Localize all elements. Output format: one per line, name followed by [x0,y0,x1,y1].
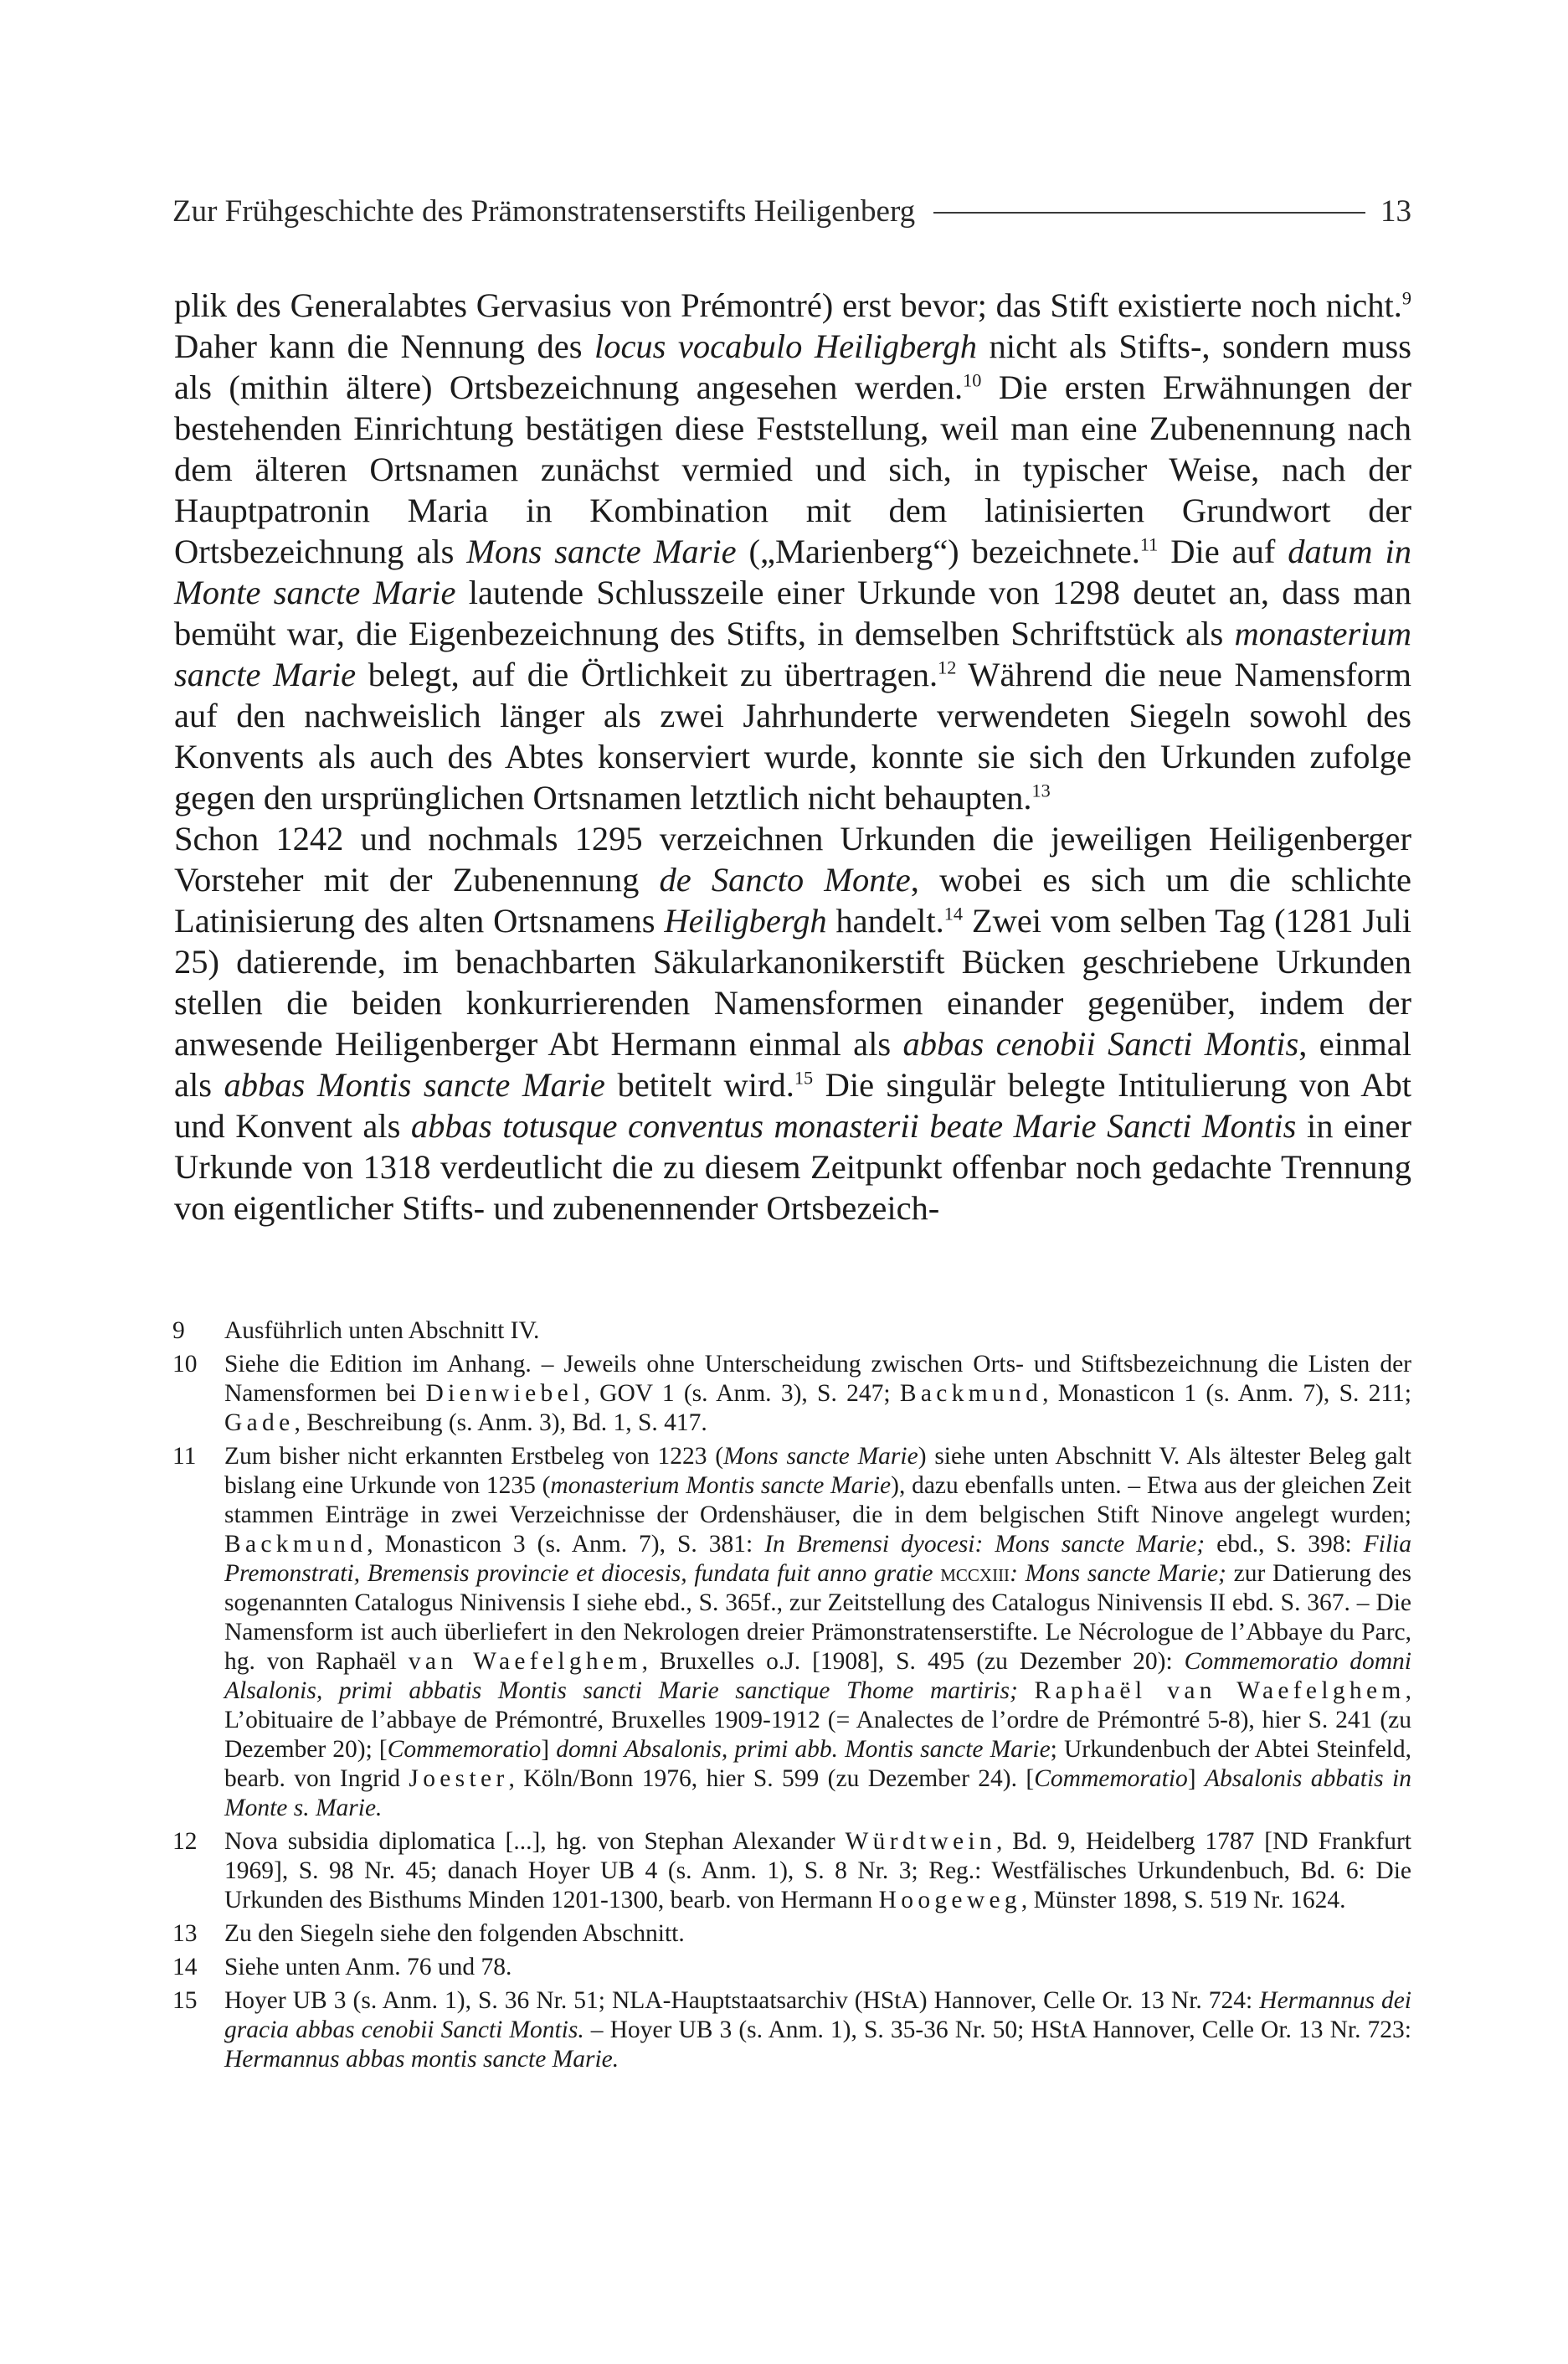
latin-term: Filia Premonstrati, Bremensis provincie et diocesis, fundata fuit anno gratie [224,1531,1411,1587]
footnote-text [224,1919,1411,1949]
text-run: , Köln/Bonn 1976, hier S. 599 (zu Dezember 24). [ [508,1765,1035,1792]
text-run: betitelt wird. [604,1066,794,1104]
text-run: plik des Generalabtes Gervasius von Prémontré) erst bevor; das Stift existierte noch nicht. [174,286,1402,324]
author-name: van Waefelghem [408,1648,642,1675]
footnote-13 [172,1919,1411,1949]
text-run: , L’obituaire de l’abbaye de Prémontré, Bruxelles 1909-1912 (= Analectes de l’ordre de Prémontré 5-8), hier S. 241 (zu Dezember 20); [ [224,1677,1411,1763]
footnote-ref: 11 [1139,533,1159,555]
text-run: ; Urkundenbuch der Abtei Steinfeld, bearb. von Ingrid [224,1736,1411,1792]
text-run: („Marienberg“) bezeichnete. [736,533,1140,570]
running-header [172,186,1411,236]
text-run: , Münster 1898, S. 519 Nr. 1624. [1020,1887,1346,1913]
latin-term: monasterium Montis sancte Marie [550,1472,892,1499]
text-run: Zwei vom selben Tag (1281 Juli 25) datierende, im benachbarten Säkularkanonikerstift Bücken geschriebene Urkunden stellen die beiden konkurrierenden Namensformen einander gegenüber, indem der anwesende Heiligenberger Abt Hermann einmal als [174,902,1411,1063]
footnote-number: 10 [172,1351,198,1378]
running-title: Zur Frühgeschichte des Prämonstratenserstifts Heiligenberg [172,193,916,229]
text-run: , Bruxelles o.J. [1908], S. 495 (zu Dezember 20): [641,1648,1185,1675]
main-text [174,285,1411,1228]
text-run: lautende Schlusszeile einer Urkunde von 1298 deutet an, dass man bemüht war, die Eigenbezeichnung des Stifts, in demselben Schriftstück als [174,574,1412,652]
author-name: Raphaël van Waefelghem [1034,1677,1406,1704]
footnote-15 [172,1986,1411,2074]
text-run: Während die neue Namensform auf den nachweislich länger als zwei Jahrhunderte verwendeten Siegeln sowohl des Konvents als auch des Abtes konserviert wurde, konnte sie sich den Urkunden zufolge gegen den ursprünglichen Ortsnamen letztlich nicht behaupten. [174,656,1411,816]
footnote-11 [172,1442,1411,1823]
text-run: , wobei es sich um die schlichte Latinisierung des alten Ortsnamens [174,861,1411,940]
text-run: Die ersten Erwähnungen der bestehenden Einrichtung bestätigen diese Feststellung, weil man eine Zubenennung nach dem älteren Ortsnamen zunächst vermied und sich, in typischer Weise, nach der Hauptpatronin Maria in Kombination mit dem latinisierten Grundwort der Ortsbezeichnung als [174,368,1411,570]
text-run: – Hoyer UB 3 (s. Anm. 1), S. 35-36 Nr. 50; HStA Hannover, Celle Or. 13 Nr. 723: [584,2016,1411,2043]
latin-term: abbas totusque conventus monasterii beate Marie Sancti Montis [410,1107,1297,1145]
latin-term: Commemoratio [1034,1765,1188,1792]
text-run: ebd., S. 398: [1205,1531,1364,1558]
footnote-number: 13 [172,1920,198,1947]
author-name: Backmund [899,1380,1043,1407]
text-run: Zu den Siegeln siehe den folgenden Abschnitt. [224,1920,685,1947]
footnote-text [224,1953,1411,1982]
footnote-number: 14 [172,1954,198,1980]
footnote-ref: 14 [943,903,964,924]
text-run: Daher kann die Nennung des [174,327,594,365]
latin-term: datum in Monte sancte Marie [174,533,1411,611]
author-name: Hoogeweg [878,1887,1021,1913]
author-name: Würdtwein [845,1828,996,1855]
paragraph-1 [174,285,1411,818]
text-run: Die auf [1158,533,1288,570]
latin-term: abbas Montis sancte Marie [224,1066,605,1104]
footnotes [172,1316,1411,2078]
text-run: , GOV 1 (s. Anm. 3), S. 247; [584,1380,900,1407]
author-name: Dienwiebel [425,1380,584,1407]
latin-term: : Mons sancte Marie; [1010,1560,1226,1587]
text-run: Siehe unten Anm. 76 und 78. [224,1954,512,1980]
footnote-text [224,1827,1411,1915]
footnote-number: 12 [172,1828,198,1855]
latin-term: Hermannus dei gracia abbas cenobii Sancti Montis. [224,1987,1411,2043]
latin-term: Absalonis abbatis in Monte s. Marie. [224,1765,1411,1821]
latin-term: monasterium sancte Marie [174,615,1411,693]
footnote-text [224,1350,1411,1438]
author-name: Joester [409,1765,509,1792]
latin-term: Commemoratio domni Alsalonis, primi abbatis Montis sancti Marie sanctique Thome martiris; [224,1648,1411,1704]
text-run: ) siehe unten Abschnitt V. Als ältester Beleg galt bislang eine Urkunde von 1235 ( [224,1443,1411,1499]
footnote-number: 11 [172,1443,197,1470]
text-run: Siehe die Edition im Anhang. – Jeweils ohne Unterscheidung zwischen Orts- und Stiftsbezeichnung die Listen der Namensformen bei [224,1351,1411,1407]
text-run: Schon 1242 und nochmals 1295 verzeichnen Urkunden die jeweiligen Heiligenberger Vorsteher mit der Zubenennung [174,820,1411,899]
latin-term: Commemoratio [387,1736,542,1763]
text-run: , Bd. 9, Heidelberg 1787 [ND Frankfurt 1969], S. 98 Nr. 45; danach Hoyer UB 4 (s. Anm. 1), S. 8 Nr. 3; Reg.: Westfälisches Urkundenbuch, Bd. 6: Die Urkunden des Bisthums Minden 1201-1300, bearb. von Hermann [224,1828,1411,1913]
footnote-text [224,1986,1411,2074]
header-rule [933,212,1365,214]
latin-term: de Sancto Monte [659,861,911,899]
footnote-10 [172,1350,1411,1438]
latin-term: Heiligbergh [664,902,827,940]
latin-term: domni Absalonis, primi abb. Montis sancte Marie [556,1736,1051,1763]
footnote-number: 15 [172,1987,198,2014]
text-run: , Monasticon 3 (s. Anm. 7), S. 381: [367,1531,765,1558]
page-number: 13 [1380,193,1411,229]
latin-term: Mons sancte Marie [723,1443,918,1470]
text-run: , Beschreibung (s. Anm. 3), Bd. 1, S. 417. [294,1409,707,1436]
latin-term: abbas cenobii Sancti Montis [902,1025,1299,1063]
footnote-14 [172,1953,1411,1982]
footnote-ref: 13 [1031,780,1051,801]
footnote-text [224,1442,1411,1823]
text-run: nicht als Stifts-, sondern muss als (mithin ältere) Ortsbezeichnung angesehen werden. [174,327,1411,406]
latin-term: In Bremensi dyocesi: Mons sancte Marie; [764,1531,1206,1558]
footnote-ref: 9 [1401,287,1411,309]
text-run: Zum bisher nicht erkannten Erstbeleg von 1223 ( [224,1443,724,1470]
text-run: in einer Urkunde von 1318 verdeutlicht die zu diesem Zeitpunkt offenbar noch gedachte Trennung von eigentlicher Stifts- und zubenennender Ortsbezeich- [174,1107,1412,1227]
text-run: , einmal als [174,1025,1412,1104]
footnote-ref: 12 [938,657,957,678]
roman-numeral: mccxiii [940,1560,1010,1587]
author-name: Backmund [224,1531,368,1558]
footnote-ref: 15 [794,1067,814,1089]
footnote-9 [172,1316,1411,1346]
text-run [1018,1677,1035,1704]
footnote-ref: 10 [963,369,982,391]
text-run: Nova subsidia diplomatica [...], hg. von Stephan Alexander [224,1828,846,1855]
footnote-number: 9 [172,1317,185,1344]
text-run: handelt. [826,902,944,940]
text-run: Hoyer UB 3 (s. Anm. 1), S. 36 Nr. 51; NLA-Hauptstaatsarchiv (HStA) Hannover, Celle Or. 13 Nr. 724: [224,1987,1260,2014]
text-run: belegt, auf die Örtlichkeit zu übertragen. [356,656,938,693]
text-run: zur Datierung des sogenannten Catalogus Ninivensis I siehe ebd., S. 365f., zur Zeitstellung des Catalogus Ninivensis II ebd. S. 367. – Die Namensform ist auch überliefert in den Nekrologen dreier Prämonstratenserstifte. Le Nécrologue de l’Abbaye du Parc, hg. von Raphaël [224,1560,1411,1675]
text-run: , Monasticon 1 (s. Anm. 7), S. 211; [1042,1380,1411,1407]
footnote-12 [172,1827,1411,1915]
text-run: Die singulär belegte Intitulierung von Abt und Konvent als [174,1066,1411,1145]
author-name: Gade [224,1409,295,1436]
latin-term: Hermannus abbas montis sancte Marie. [224,2046,619,2073]
text-run: ] [1187,1765,1206,1792]
latin-term: locus vocabulo Heiligbergh [594,327,978,365]
text-run: ] [541,1736,557,1763]
text-run: Ausführlich unten Abschnitt IV. [224,1317,540,1344]
latin-term: Mons sancte Marie [466,533,737,570]
text-run: ), dazu ebenfalls unten. – Etwa aus der gleichen Zeit stammen Einträge in zwei Verzeichnisse der Ordenshäuser, die in dem belgischen Stift Ninove angelegt wurden; [224,1472,1411,1528]
footnote-text [224,1316,1411,1346]
paragraph-2 [174,818,1411,1228]
